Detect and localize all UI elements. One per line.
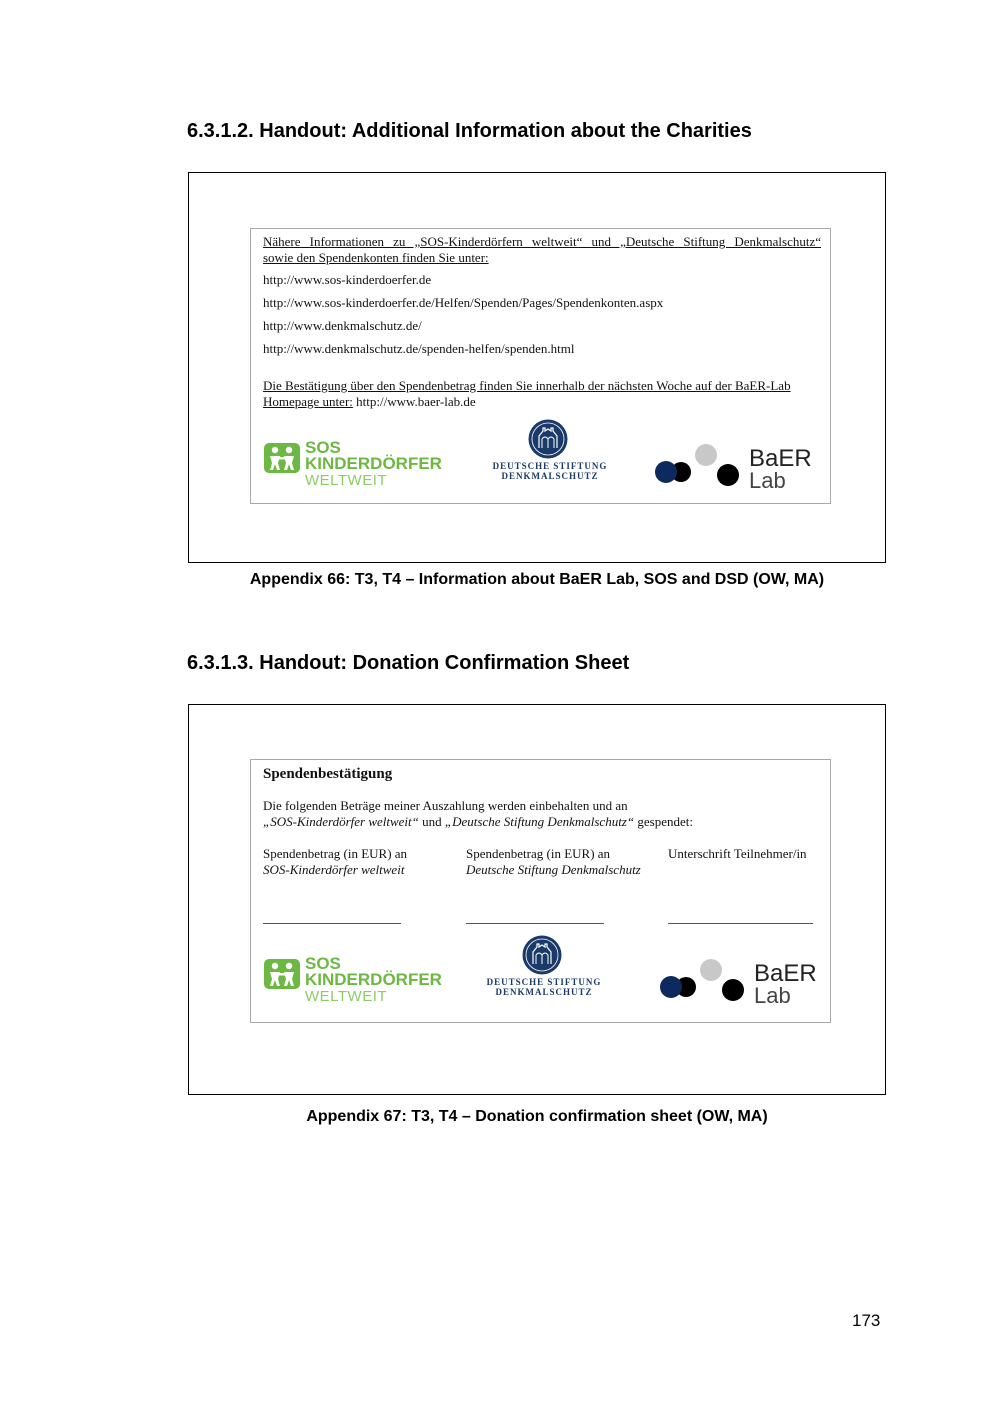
baer-dots-icon: [658, 957, 748, 1013]
dsd-wordmark: [485, 461, 615, 481]
figure-caption: Appendix 66: T3, T4 – Information about BaER Lab, SOS and DSD (OW, MA): [249, 571, 825, 588]
baer-text: Lab: [754, 983, 791, 1008]
dsd-text: DEUTSCHE STIFTUNG: [492, 461, 608, 471]
intro-suffix: gespendet:: [634, 814, 693, 829]
conjunction: und: [418, 814, 445, 829]
link-dsd-home[interactable]: http://www.denkmalschutz.de/: [263, 318, 422, 333]
baer-lab-logo: [658, 957, 828, 1013]
sos-text: KINDERDÖRFER: [305, 454, 442, 473]
handout-card: [250, 228, 831, 504]
intro-text-line2: sowie den Spendenkonten finden Sie unter:: [263, 250, 489, 265]
confirmation-text-line1: Die Bestätigung über den Spendenbetrag finden Sie innerhalb der nächsten Woche auf der BaER-Lab: [263, 378, 791, 393]
dsd-logo: [479, 935, 609, 1005]
sos-text: SOS: [305, 438, 341, 457]
sos-children-icon: [264, 959, 300, 989]
baer-text: Lab: [749, 468, 786, 493]
intro-text: Nähere Informationen zu „SOS-Kinderdörfern weltweit“ und „Deutsche Stiftung Denkmalschutz“: [263, 234, 821, 249]
baer-wordmark: [749, 445, 812, 493]
baer-dots-icon: [653, 442, 743, 498]
charity-name: „Deutsche Stiftung Denkmalschutz“: [444, 814, 635, 829]
section-heading: 6.3.1.3. Handout: Donation Confirmation Sheet: [187, 652, 630, 674]
handout-frame: [188, 172, 886, 563]
dsd-seal-icon: [522, 935, 562, 975]
confirmation-text-line2: [263, 394, 476, 410]
column-label: Spendenbetrag (in EUR) an: [466, 846, 611, 861]
column-label-dsd: [466, 846, 641, 878]
charity-name: „SOS-Kinderdörfer weltweit“: [263, 814, 419, 829]
dsd-text: DEUTSCHE STIFTUNG: [486, 977, 602, 987]
dsd-text: DENKMALSCHUTZ: [495, 987, 593, 997]
dsd-text: DENKMALSCHUTZ: [501, 471, 599, 481]
sos-children-icon: [264, 443, 300, 473]
signature-line[interactable]: [668, 923, 813, 924]
column-label-signature: [668, 846, 807, 862]
dsd-logo: [485, 419, 615, 489]
column-label: Unterschrift Teilnehmer/in: [668, 846, 807, 861]
sos-logo: [264, 438, 444, 493]
link-sos-accounts[interactable]: http://www.sos-kinderdoerfer.de/Helfen/Spenden/Pages/Spendenkonten.aspx: [263, 295, 664, 310]
figure-caption: Appendix 67: T3, T4 – Donation confirmation sheet (OW, MA): [306, 1108, 768, 1125]
link-baer-home[interactable]: http://www.baer-lab.de: [352, 394, 476, 409]
confirmation-prefix: Homepage unter:: [263, 394, 353, 409]
sos-text: WELTWEIT: [305, 988, 388, 1005]
amount-line-dsd[interactable]: [466, 923, 604, 924]
amount-line-sos[interactable]: [263, 923, 401, 924]
baer-lab-logo: [653, 442, 823, 498]
card-intro-line2: [263, 814, 693, 830]
link-sos-home[interactable]: http://www.sos-kinderdoerfer.de: [263, 272, 432, 287]
dsd-wordmark: [479, 977, 609, 997]
intro-text-line1: [263, 234, 821, 250]
card-intro-line1: Die folgenden Beträge meiner Auszahlung werden einbehalten und an: [263, 798, 628, 813]
baer-wordmark: [754, 960, 817, 1008]
column-label-sos: [263, 846, 407, 878]
column-sublabel: SOS-Kinderdörfer weltweit: [263, 862, 405, 877]
column-label: Spendenbetrag (in EUR) an: [263, 846, 408, 861]
dsd-seal-icon: [528, 419, 568, 459]
sos-text: WELTWEIT: [305, 472, 388, 489]
handout-frame: [188, 704, 886, 1095]
link-dsd-donate[interactable]: http://www.denkmalschutz.de/spenden-helfen/spenden.html: [263, 341, 575, 356]
baer-text: BaER: [749, 445, 812, 472]
sos-text: KINDERDÖRFER: [305, 970, 442, 989]
card-title: Spendenbestätigung: [263, 766, 393, 782]
sos-wordmark: [305, 440, 442, 489]
sos-wordmark: [305, 956, 442, 1005]
section-heading: 6.3.1.2. Handout: Additional Information about the Charities: [187, 120, 752, 142]
confirmation-card: [250, 759, 831, 1023]
column-sublabel: Deutsche Stiftung Denkmalschutz: [466, 862, 641, 877]
baer-text: BaER: [754, 960, 817, 987]
sos-text: SOS: [305, 954, 341, 973]
page-number: 173: [852, 1311, 881, 1330]
sos-logo: [264, 954, 444, 1009]
